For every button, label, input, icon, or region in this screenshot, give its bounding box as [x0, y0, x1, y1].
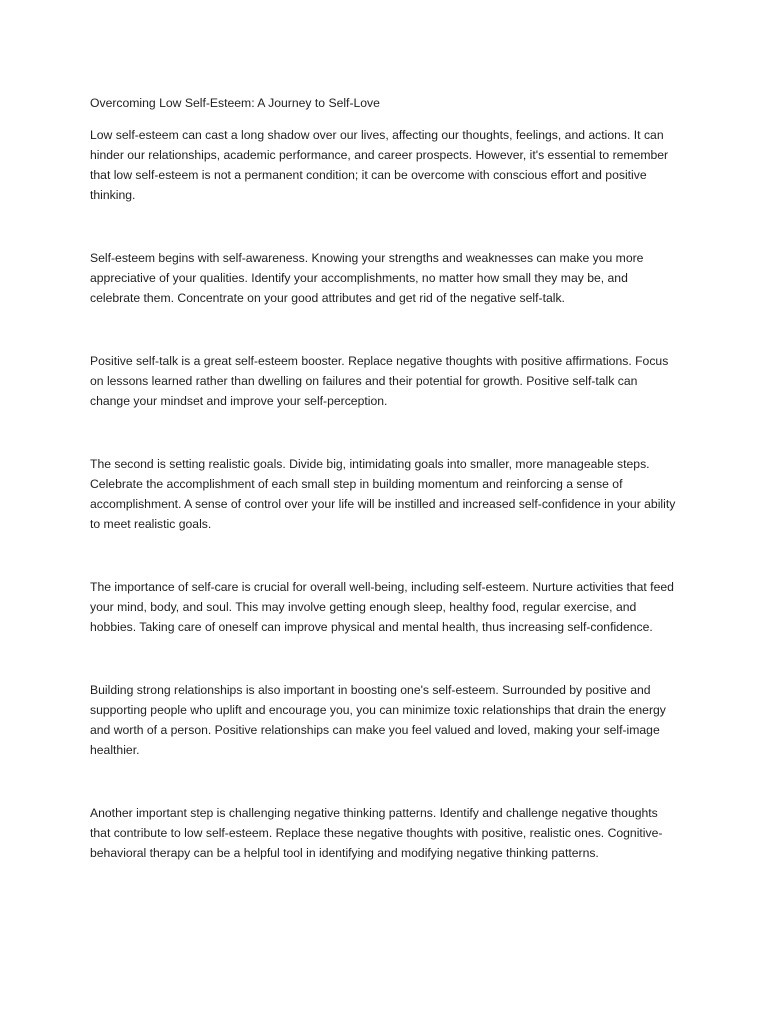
paragraph-realistic-goals: The second is setting realistic goals. Divide big, intimidating goals into smaller, more manageable steps. Celebrate the accomplishment of each small step in building momentum and reinforcing a sense of accomplishment. A sense of control over your life will be instilled and increased self-confidence in your ability to meet realistic goals. — [90, 457, 676, 531]
paragraph-intro: Low self-esteem can cast a long shadow over our lives, affecting our thoughts, feelings, and actions. It can hinder our relationships, academic performance, and career prospects. However, it's essential to remember that low self-esteem is not a permanent condition; it can be overcome with conscious effort and positive thinking. — [90, 128, 669, 202]
paragraph-relationships: Building strong relationships is also important in boosting one's self-esteem. Surrounded by positive and supporting people who uplift and encourage you, you can minimize toxic relationships that drain the energy and worth of a person. Positive relationships can make you feel valued and loved, making your self-image healthier. — [90, 683, 666, 757]
paragraph-negative-thinking: Another important step is challenging negative thinking patterns. Identify and challenge negative thoughts that contribute to low self-esteem. Replace these negative thoughts with positive, realistic ones. Cognitive-behavioral therapy can be a helpful tool in identifying and modifying negative thinking patterns. — [90, 806, 663, 860]
document-title: Overcoming Low Self-Esteem: A Journey to Self-Love — [90, 96, 380, 110]
paragraph-self-awareness: Self-esteem begins with self-awareness. Knowing your strengths and weaknesses can make you more appreciative of your qualities. Identify your accomplishments, no matter how small they may be, and celebrate them. Concentrate on your good attributes and get rid of the negative self-talk. — [90, 251, 644, 305]
paragraph-self-care: The importance of self-care is crucial for overall well-being, including self-esteem. Nurture activities that feed your mind, body, and soul. This may involve getting enough sleep, healthy food, regular exercise, and hobbies. Taking care of oneself can improve physical and mental health, thus increasing self-confidence. — [90, 580, 674, 634]
paragraph-positive-self-talk: Positive self-talk is a great self-esteem booster. Replace negative thoughts with positive affirmations. Focus on lessons learned rather than dwelling on failures and their potential for growth. Positive self-talk can change your mindset and improve your self-perception. — [90, 354, 669, 408]
document-body — [90, 93, 680, 863]
